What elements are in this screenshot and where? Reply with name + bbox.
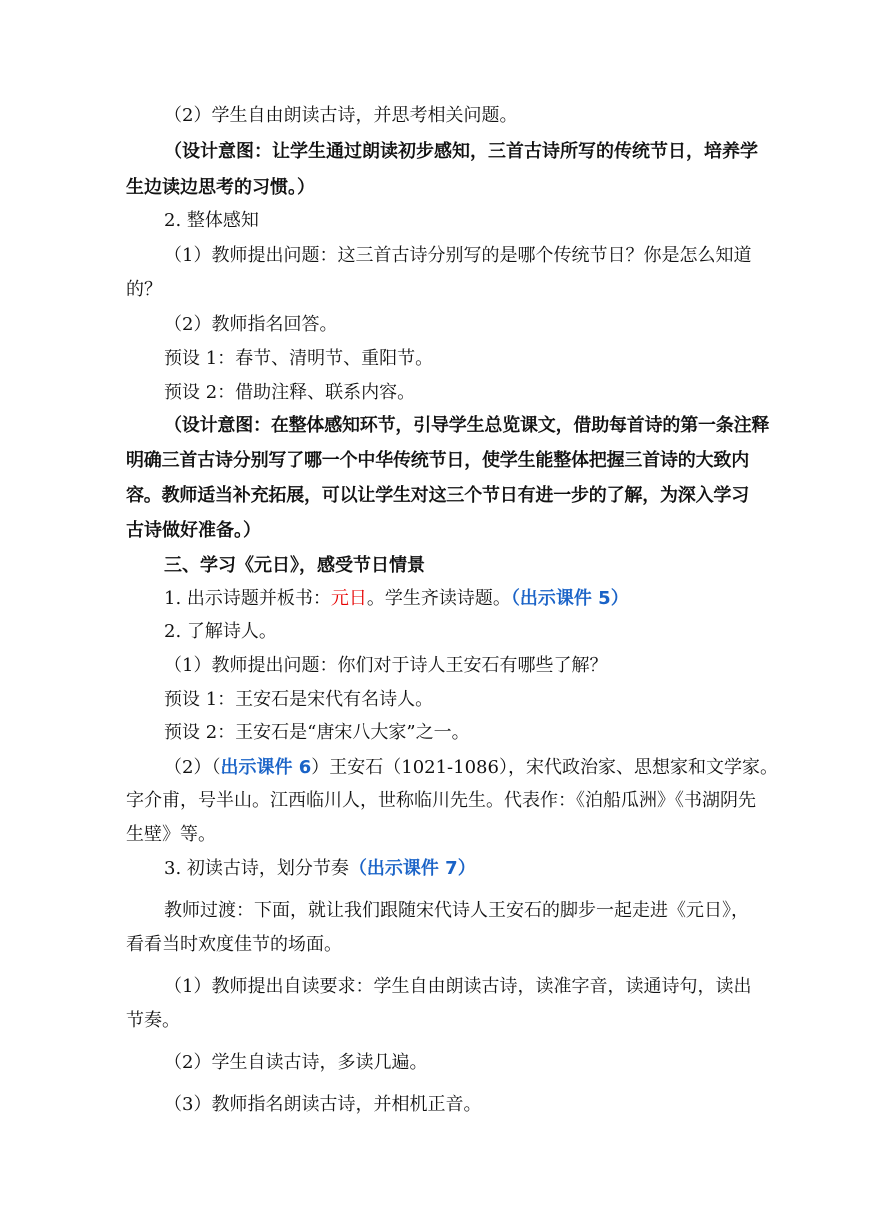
design-intent-line bbox=[126, 519, 261, 543]
paragraph-line bbox=[126, 1009, 180, 1033]
courseware-reference: （出示课件 7） bbox=[348, 858, 476, 879]
text: 教师过渡：下面，就让我们跟随宋代诗人王安石的脚步一起走进《元日》， bbox=[164, 900, 749, 921]
design-intent-line bbox=[164, 140, 758, 164]
paragraph-line bbox=[164, 313, 337, 337]
text: 让学生通过朗读初步感知，三首古诗所写的传统节日，培养学 bbox=[272, 141, 758, 162]
text: 1. 出示诗题并板书： bbox=[164, 588, 331, 609]
text: 的？ bbox=[126, 279, 162, 300]
paragraph-line bbox=[164, 756, 778, 780]
text: 三、学习《元日》，感受节日情景 bbox=[164, 555, 425, 576]
paragraph-line bbox=[164, 381, 415, 405]
paragraph-line bbox=[164, 347, 433, 371]
text: 预设 2：王安石是“唐宋八大家”之一。 bbox=[164, 722, 470, 743]
paragraph-line bbox=[164, 1093, 481, 1117]
text: 看看当时欢度佳节的场面。 bbox=[126, 934, 342, 955]
text: 2. 了解诗人。 bbox=[164, 621, 277, 642]
design-intent-line bbox=[126, 484, 749, 508]
paragraph-line bbox=[164, 688, 433, 712]
paragraph-line bbox=[126, 789, 756, 813]
design-intent-label: （设计意图： bbox=[164, 141, 272, 162]
text: （2）学生自读古诗，多读几遍。 bbox=[164, 1052, 428, 1073]
paragraph-line bbox=[164, 620, 277, 644]
paragraph-line bbox=[164, 975, 751, 999]
text: 预设 1：春节、清明节、重阳节。 bbox=[164, 348, 434, 369]
highlight-text: 元日 bbox=[330, 588, 367, 609]
text: 字介甫，号半山。江西临川人，世称临川先生。代表作：《泊船瓜洲》《书湖阴先 bbox=[126, 790, 756, 811]
text: （1）教师提出问题：这三首古诗分别写的是哪个传统节日？你是怎么知道 bbox=[164, 245, 752, 266]
text: 。学生齐读诗题。 bbox=[366, 588, 511, 609]
paragraph-line bbox=[126, 933, 342, 957]
text: 预设 2：借助注释、联系内容。 bbox=[164, 382, 416, 403]
paragraph-line bbox=[164, 857, 476, 881]
design-intent-label: （设计意图： bbox=[164, 415, 271, 436]
paragraph-line bbox=[164, 587, 629, 611]
paragraph-line bbox=[164, 104, 517, 128]
design-intent-line bbox=[126, 176, 315, 200]
text: 古诗做好准备。） bbox=[126, 520, 261, 541]
text: 在整体感知环节，引导学生总览课文，借助每首诗的第一条注释 bbox=[270, 415, 770, 436]
text: 生壁》等。 bbox=[126, 824, 216, 845]
text: 生边读边思考的习惯。） bbox=[126, 177, 315, 198]
text: （1）教师提出问题：你们对于诗人王安石有哪些了解？ bbox=[164, 655, 608, 676]
text: 3. 初读古诗，划分节奏 bbox=[164, 858, 349, 879]
design-intent-line bbox=[126, 449, 749, 473]
paragraph-line bbox=[164, 899, 749, 923]
paragraph-line bbox=[126, 278, 162, 302]
paragraph-line bbox=[164, 721, 470, 745]
paragraph-line bbox=[164, 244, 751, 268]
text: （2）学生自由朗读古诗，并思考相关问题。 bbox=[164, 105, 518, 126]
text: ）王安石（1021-1086），宋代政治家、思想家和文学家。 bbox=[311, 757, 778, 778]
text: （2）教师指名回答。 bbox=[164, 314, 338, 335]
text: （2）（ bbox=[164, 757, 221, 778]
text: （3）教师指名朗读古诗，并相机正音。 bbox=[164, 1094, 482, 1115]
design-intent-line bbox=[164, 414, 769, 438]
paragraph-line bbox=[164, 1051, 427, 1075]
text: 2. 整体感知 bbox=[164, 210, 259, 231]
courseware-reference: 出示课件 6 bbox=[220, 757, 312, 778]
text: （1）教师提出自读要求：学生自由朗读古诗，读准字音，读通诗句，读出 bbox=[164, 976, 752, 997]
paragraph-line bbox=[126, 823, 216, 847]
text: 容。教师适当补充拓展，可以让学生对这三个节日有进一步的了解，为深入学习 bbox=[126, 485, 749, 506]
text: 明确三首古诗分别写了哪一个中华传统节日，使学生能整体把握三首诗的大致内 bbox=[126, 450, 749, 471]
text: 预设 1：王安石是宋代有名诗人。 bbox=[164, 689, 434, 710]
section-heading bbox=[164, 554, 425, 578]
courseware-reference: （出示课件 5） bbox=[510, 588, 629, 609]
paragraph-line bbox=[164, 654, 607, 678]
section-heading bbox=[164, 209, 259, 233]
text: 节奏。 bbox=[126, 1010, 180, 1031]
